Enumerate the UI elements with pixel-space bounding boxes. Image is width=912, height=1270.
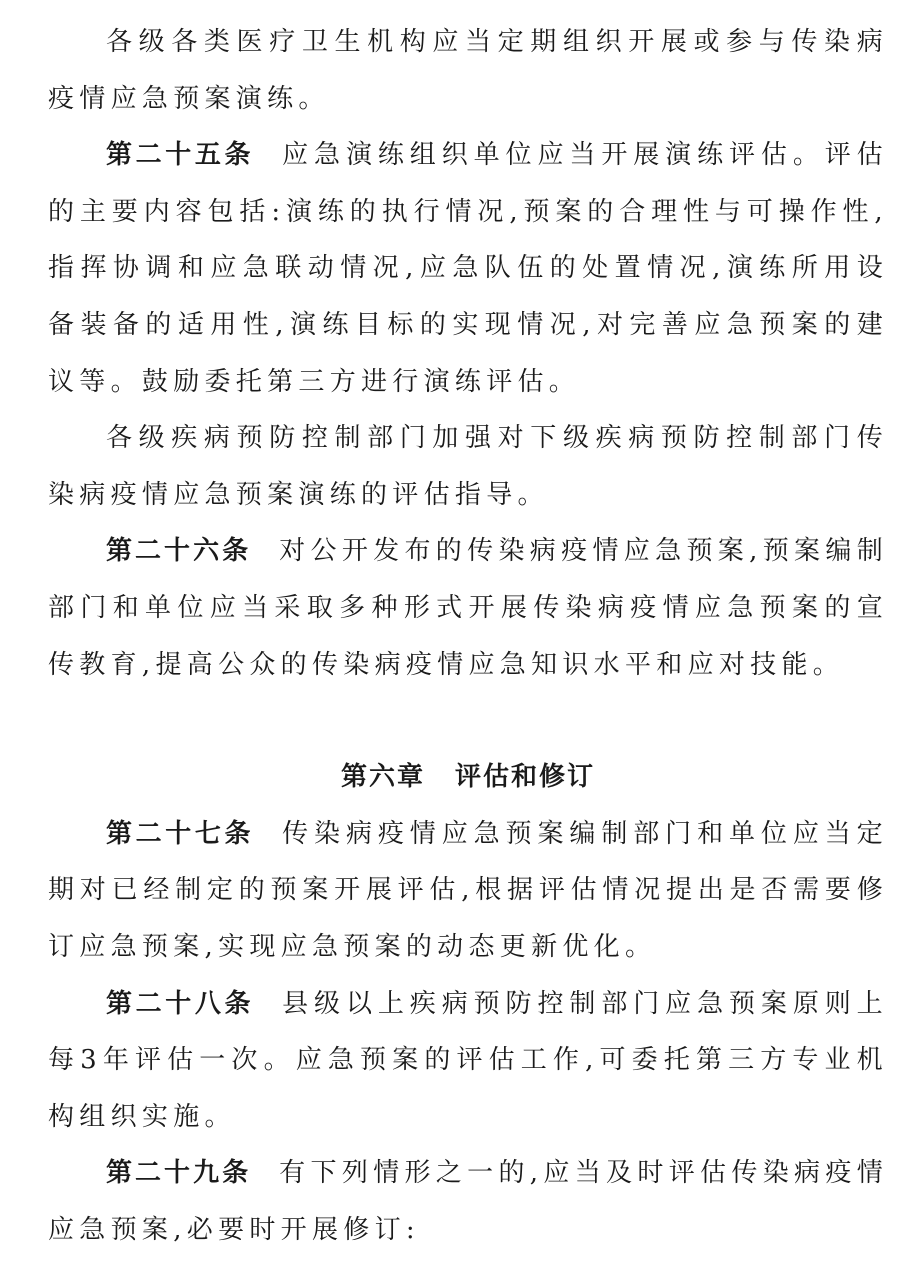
article-25 [48,127,888,410]
chapter-number: 第六章 [340,762,425,793]
paragraph-cdc-guidance [48,410,888,523]
paragraph-text: 各级各类医疗卫生机构应当定期组织开展或参与传染病疫情应急预案演练。 [48,27,888,114]
article-text: 对公开发布的传染病疫情应急预案,预案编制部门和单位应当采取多种形式开展传染病疫情应急预案的宣传教育,提高公众的传染病疫情应急知识水平和应对技能。 [48,536,888,680]
article-text: 县级以上疾病预防控制部门应急预案原则上每3年评估一次。应急预案的评估工作,可委托第三方专业机构组织实施。 [48,988,888,1132]
article-29 [48,1145,888,1258]
article-27 [48,806,888,976]
article-28 [48,976,888,1146]
article-text: 传染病疫情应急预案编制部门和单位应当定期对已经制定的预案开展评估,根据评估情况提出是否需要修订应急预案,实现应急预案的动态更新优化。 [48,818,888,962]
article-text: 应急演练组织单位应当开展演练评估。评估的主要内容包括:演练的执行情况,预案的合理性与可操作性,指挥协调和应急联动情况,应急队伍的处置情况,演练所用设备装备的适用性,演练目标的实现情况,对完善应急预案的建议等。鼓励委托第三方进行演练评估。 [48,140,888,397]
article-26 [48,523,888,693]
document-page [48,14,888,1258]
paragraph-drill-participation [48,14,888,127]
paragraph-text: 各级疾病预防控制部门加强对下级疾病预防控制部门传染病疫情应急预案演练的评估指导。 [48,423,888,510]
article-number: 第二十九条 [106,1158,252,1189]
article-text: 有下列情形之一的,应当及时评估传染病疫情应急预案,必要时开展修订: [48,1158,888,1245]
chapter-heading [48,693,888,806]
article-number: 第二十五条 [106,140,255,171]
article-number: 第二十八条 [106,988,255,1019]
article-number: 第二十七条 [106,818,255,849]
article-number: 第二十六条 [106,536,252,567]
chapter-title: 评估和修订 [455,762,596,793]
